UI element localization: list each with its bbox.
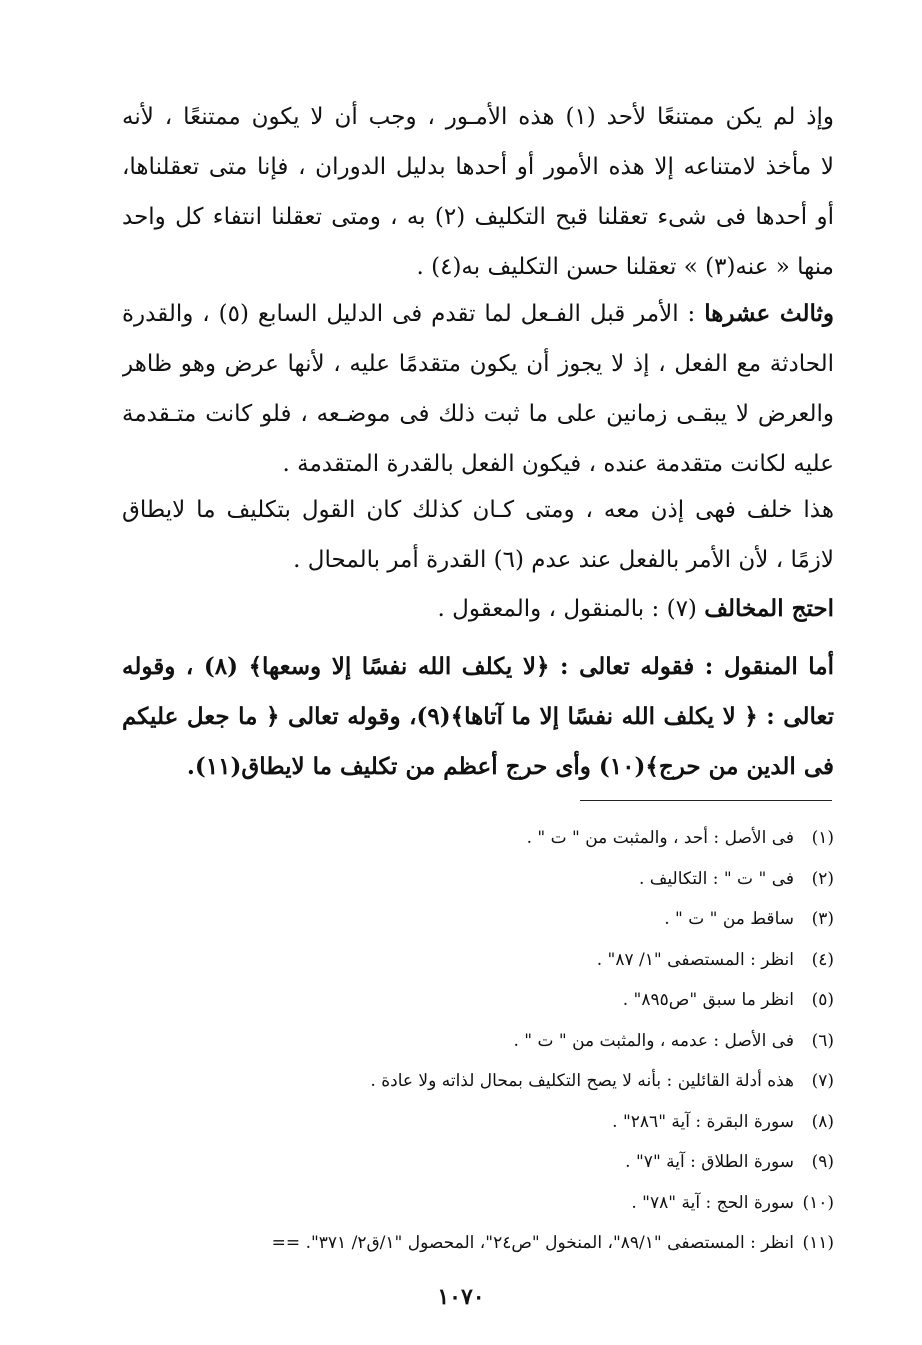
footnote-number: (٣) — [811, 909, 834, 929]
paragraph-5 — [122, 642, 834, 792]
footnote-number: (٥) — [811, 990, 834, 1010]
footnote — [114, 1102, 834, 1143]
footnote-number: (١) — [811, 828, 834, 848]
footnote-number: (٧) — [811, 1071, 834, 1091]
footnote-text: سورة الطلاق : آية "٧" . — [625, 1152, 794, 1172]
text-line — [122, 289, 834, 339]
text-line: أو أحدها فى شىء تعقلنا قبح التكليف (٢) به ، ومتى تعقلنا انتفاء كل واحد — [122, 204, 834, 230]
text-line: الحادثة مع الفعل ، إذ لا يجوز أن يكون متقدمًا عليه ، لأنها عرض وهو ظاهر — [122, 351, 834, 377]
footnote-text: ساقط من " ت " . — [664, 909, 794, 929]
footnote-text: سورة الحج : آية "٧٨" . — [631, 1192, 794, 1213]
paragraph-3 — [122, 485, 834, 585]
text-line: وإذ لم يكن ممتنعًا لأحد (١) هذه الأمـور ، وجب أن لا يكون ممتنعًا ، لأنه — [122, 104, 834, 130]
footnote — [114, 1142, 834, 1183]
text-line: هذا خلف فهى إذن معه ، ومتى كـان كذلك كان القول بتكليف ما لايطاق — [122, 497, 834, 523]
page-number: ١٠٧٠ — [437, 1284, 485, 1310]
footnote-number: (١١) — [802, 1233, 834, 1253]
footnote-text: فى الأصل : عدمه ، والمثبت من " ت " . — [513, 1030, 794, 1051]
footnote — [114, 1021, 834, 1062]
paragraph-1 — [122, 92, 834, 292]
footnote-divider — [580, 800, 832, 801]
footnote-text: هذه أدلة القائلين : بأنه لا يصح التكليف بمحال لذاته ولا عادة . — [370, 1071, 794, 1091]
paragraph-heading: احتج المخالف — [704, 595, 834, 622]
footnote-number: (١٠) — [802, 1192, 834, 1213]
footnote-number: (٦) — [811, 1030, 834, 1051]
footnotes — [114, 818, 834, 1264]
footnote — [114, 818, 834, 859]
text-line: عليه لكانت متقدمة عنده ، فيكون الفعل بالقدرة المتقدمة . — [282, 451, 834, 477]
text-line — [122, 642, 834, 692]
footnote-number: (٨) — [811, 1111, 834, 1132]
paragraph-heading: وثالث عشرها — [704, 300, 834, 327]
text-line: لا مأخذ لامتناعه إلا هذه الأمور أو أحدها بدليل الدوران ، فإنا متى تعقلناها، — [122, 154, 834, 180]
footnote-text: انظر : المستصفى "١/ ٨٧" . — [596, 949, 794, 970]
footnote-number: (٤) — [811, 949, 834, 970]
paragraph-heading: أما المنقول — [723, 653, 834, 680]
footnote — [114, 980, 834, 1021]
text-line — [122, 584, 834, 634]
text-line: والعرض لا يبقـى زمانين على ما ثبت ذلك فى موضـعه ، فلو كانت متـقدمة — [122, 401, 834, 427]
footnote — [114, 940, 834, 981]
text-line: فى الدين من حرج﴾(١٠) وأى حرج أعظم من تكليف ما لايطاق(١١). — [186, 753, 834, 780]
text-line: لازمًا ، لأن الأمر بالفعل عند عدم (٦) القدرة أمر بالمحال . — [293, 547, 834, 573]
footnote-text: انظر ما سبق "ص٨٩٥" . — [622, 990, 794, 1010]
footnote — [114, 1223, 834, 1264]
footnote — [114, 1061, 834, 1102]
footnote — [114, 899, 834, 940]
footnote-text: انظر : المستصفى "٨٩/١"، المنخول "ص٢٤"، المحصول "١/ق٢/ ٣٧١". == — [271, 1233, 794, 1253]
footnote-text: فى الأصل : أحد ، والمثبت من " ت " . — [526, 828, 794, 848]
paragraph-4 — [122, 584, 834, 634]
footnote-number: (٩) — [811, 1152, 834, 1172]
footnote-number: (٢) — [811, 868, 834, 889]
paragraph-2 — [122, 289, 834, 489]
footnote-text: سورة البقرة : آية "٢٨٦" . — [612, 1111, 794, 1132]
text-span: : الأمر قبل الفـعل لما تقدم فى الدليل السابع (٥) ، والقدرة — [122, 301, 705, 327]
footnote — [114, 859, 834, 900]
footnote-text: فى " ت " : التكاليف . — [638, 868, 794, 889]
footnote — [114, 1183, 834, 1224]
text-span: : فقوله تعالى : ﴿لا يكلف الله نفسًا إلا وسعها﴾ (٨) ، وقوله — [122, 653, 724, 680]
text-span: (٧) : بالمنقول ، والمعقول . — [437, 596, 705, 622]
text-line: منها « عنه(٣) » تعقلنا حسن التكليف به(٤) . — [416, 254, 834, 280]
text-line: تعالى : ﴿ لا يكلف الله نفسًا إلا ما آتاها﴾(٩)، وقوله تعالى ﴿ ما جعل عليكم — [122, 703, 834, 730]
